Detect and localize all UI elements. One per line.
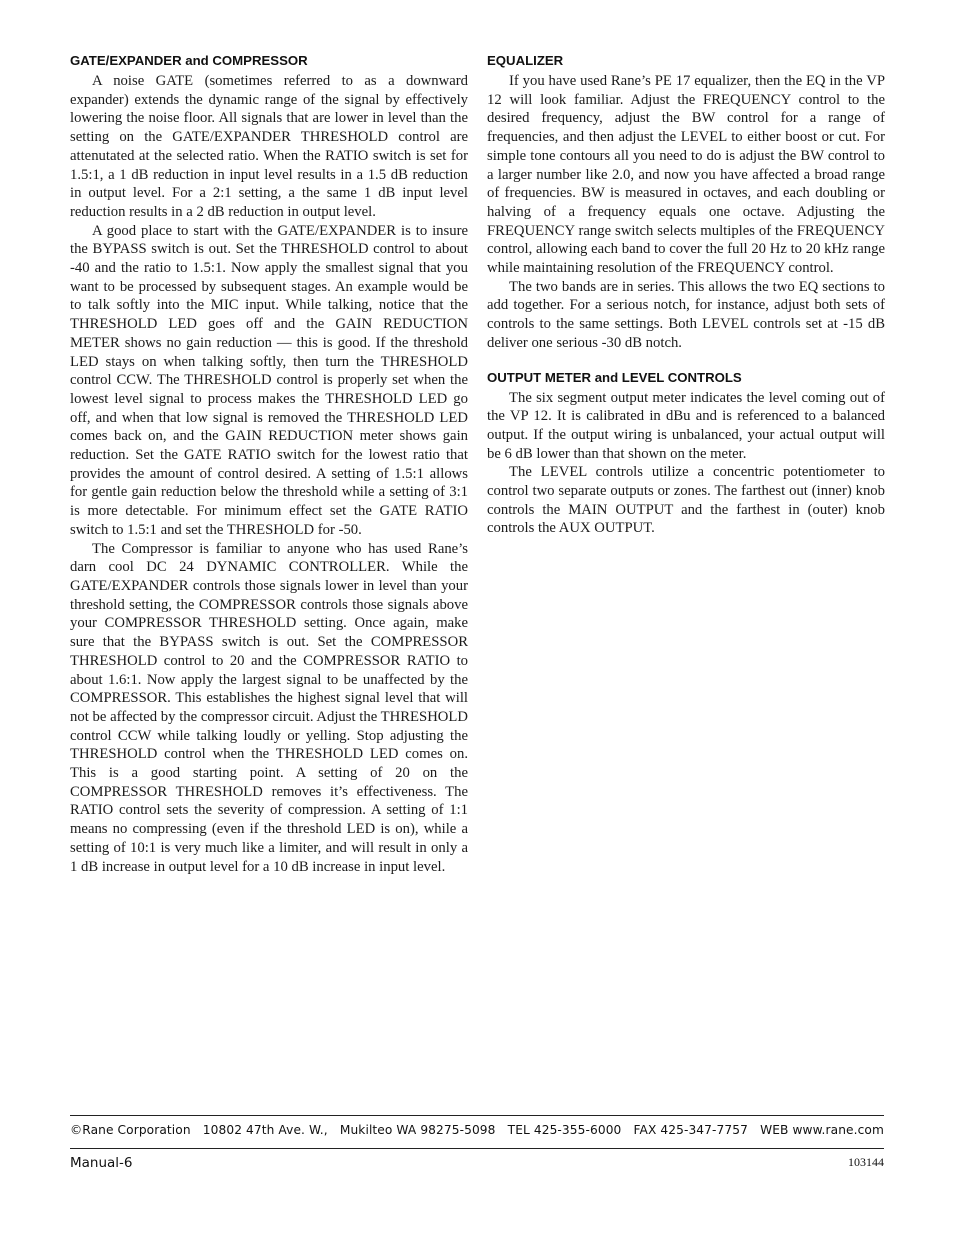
left-column bbox=[70, 52, 468, 876]
equalizer-heading: EQUALIZER bbox=[487, 53, 564, 68]
compressor-paragraph: The Compressor is familiar to anyone who has used Rane’s darn cool DC 24 DYNAMIC CONTROLLER. While the GATE/EXPANDER controls those signals lower in level than your threshold setting, the COMPRESSOR controls those signals above your COMPRESSOR THRESHOLD setting. Once again, make sure that the BYPASS switch is out. Set the COMPRESSOR THRESHOLD control to 20 and the COMPRESSOR RATIO to about 1.6:1. Now apply the largest signal to be unaffected by the COMPRESSOR. This establishes the highest signal level that will not be affected by the compressor circuit. Adjust the THRESHOLD control CCW while talking loudly or yelling. Stop adjusting the THRESHOLD control when the THRESHOLD LED comes on. This is a good starting point. A setting of 20 on the COMPRESSOR THRESHOLD removes it’s effectiveness. The RATIO control sets the severity of compression. A setting of 1:1 means no compressing (even if the threshold LED is on), while a setting of 10:1 is very much like a limiter, and will result in only a 1 dB increase in output level for a 10 dB increase in input level. bbox=[70, 540, 468, 875]
footer-fax: FAX 425-347-7757 bbox=[633, 1123, 748, 1137]
footer-contact-line bbox=[70, 1123, 884, 1137]
footer-copyright: ©Rane Corporation bbox=[70, 1123, 191, 1137]
equalizer-paragraph-2: The two bands are in series. This allows the two EQ sections to add together. For a serious notch, for instance, adjust both sets of controls to the same settings. Both LEVEL controls set at -15 dB deliver one serious -30 dB notch. bbox=[487, 278, 885, 351]
gate-paragraph-1: A noise GATE (sometimes referred to as a downward expander) extends the dynamic range of the signal by effectively lowering the noise floor. All signals that are lower in level than the setting on the GATE/EXPANDER THRESHOLD control are attenutated at the selected ratio. When the RATIO switch is set for 1.5:1, a 1 dB reduction in input level results in a 1.5 dB reduction in output level. For a 2:1 setting, a the same 1 dB input level reduction results in a 2 dB reduction in output level. bbox=[70, 73, 468, 220]
footer-address: 10802 47th Ave. W., bbox=[202, 1123, 328, 1137]
right-column bbox=[487, 52, 885, 538]
footer-bottom-rule bbox=[70, 1148, 884, 1149]
gate-compressor-heading: GATE/EXPANDER and COMPRESSOR bbox=[70, 53, 308, 68]
output-paragraph-1: The six segment output meter indicates the level coming out of the VP 12. It is calibrated in dBu and is referenced to a balanced output. If the output wiring is unbalanced, your actual output will be 6 dB lower than that shown on the meter. bbox=[487, 389, 885, 462]
output-heading: OUTPUT METER and LEVEL CONTROLS bbox=[487, 369, 742, 385]
gate-paragraph-2: A good place to start with the GATE/EXPANDER is to insure the BYPASS switch is out. Set the THRESHOLD control to about -40 and the ratio to 1.5:1. Now apply the smallest signal that you want to be processed by subsequent stages. An example would be to talk softly into the MIC input. While talking, notice that the THRESHOLD LED goes off and the GAIN REDUCTION METER shows no gain reduction — this is good. If the threshold LED stays on when talking softly, then turn the THRESHOLD control CCW. The THRESHOLD control is properly set when the lowest level signal to process makes the THRESHOLD LED go off, and when that low signal is removed the THRESHOLD LED comes back on, and the GAIN REDUCTION meter shows gain reduction. Set the GATE RATIO switch for the lowest ratio that provides the amount of control desired. A setting of 1.5:1 allows for gentle gain reduction below the threshold while a setting of 3:1 is more detectable. For minimum effect set the GATE RATIO switch to 1.5:1 and set the THRESHOLD for -50. bbox=[70, 222, 468, 538]
doc-number: 103144 bbox=[848, 1155, 884, 1169]
equalizer-paragraph-1: If you have used Rane’s PE 17 equalizer, then the EQ in the VP 12 will look familiar. Adjust the FREQUENCY control to the desired frequency, adjust the BW control for a range of frequencies, and then adjust the LEVEL to either boost or cut. For simple tone contours all you need to do is adjust the BW control to a larger number like 2.0, and now you have affected a broad range of frequencies. BW is measured in octaves, and each doubling or halving of a frequency equals one octave. Adjusting the FREQUENCY range switch selects multiples of the FREQUENCY control, allowing each band to cover the full 20 Hz to 20 kHz range while maintaining resolution of the FREQUENCY control. bbox=[487, 73, 885, 277]
page-label: Manual-6 bbox=[70, 1155, 133, 1171]
output-paragraph-2: The LEVEL controls utilize a concentric potentiometer to control two separate outputs or zones. The farthest out (inner) knob controls the MAIN OUTPUT and the farthest in (outer) knob controls the AUX OUTPUT. bbox=[487, 464, 885, 537]
footer-web: WEB www.rane.com bbox=[760, 1123, 884, 1137]
footer-city: Mukilteo WA 98275-5098 bbox=[339, 1123, 496, 1137]
footer-top-rule bbox=[70, 1115, 884, 1116]
footer-tel: TEL 425-355-6000 bbox=[507, 1123, 622, 1137]
section-spacer bbox=[487, 353, 885, 369]
